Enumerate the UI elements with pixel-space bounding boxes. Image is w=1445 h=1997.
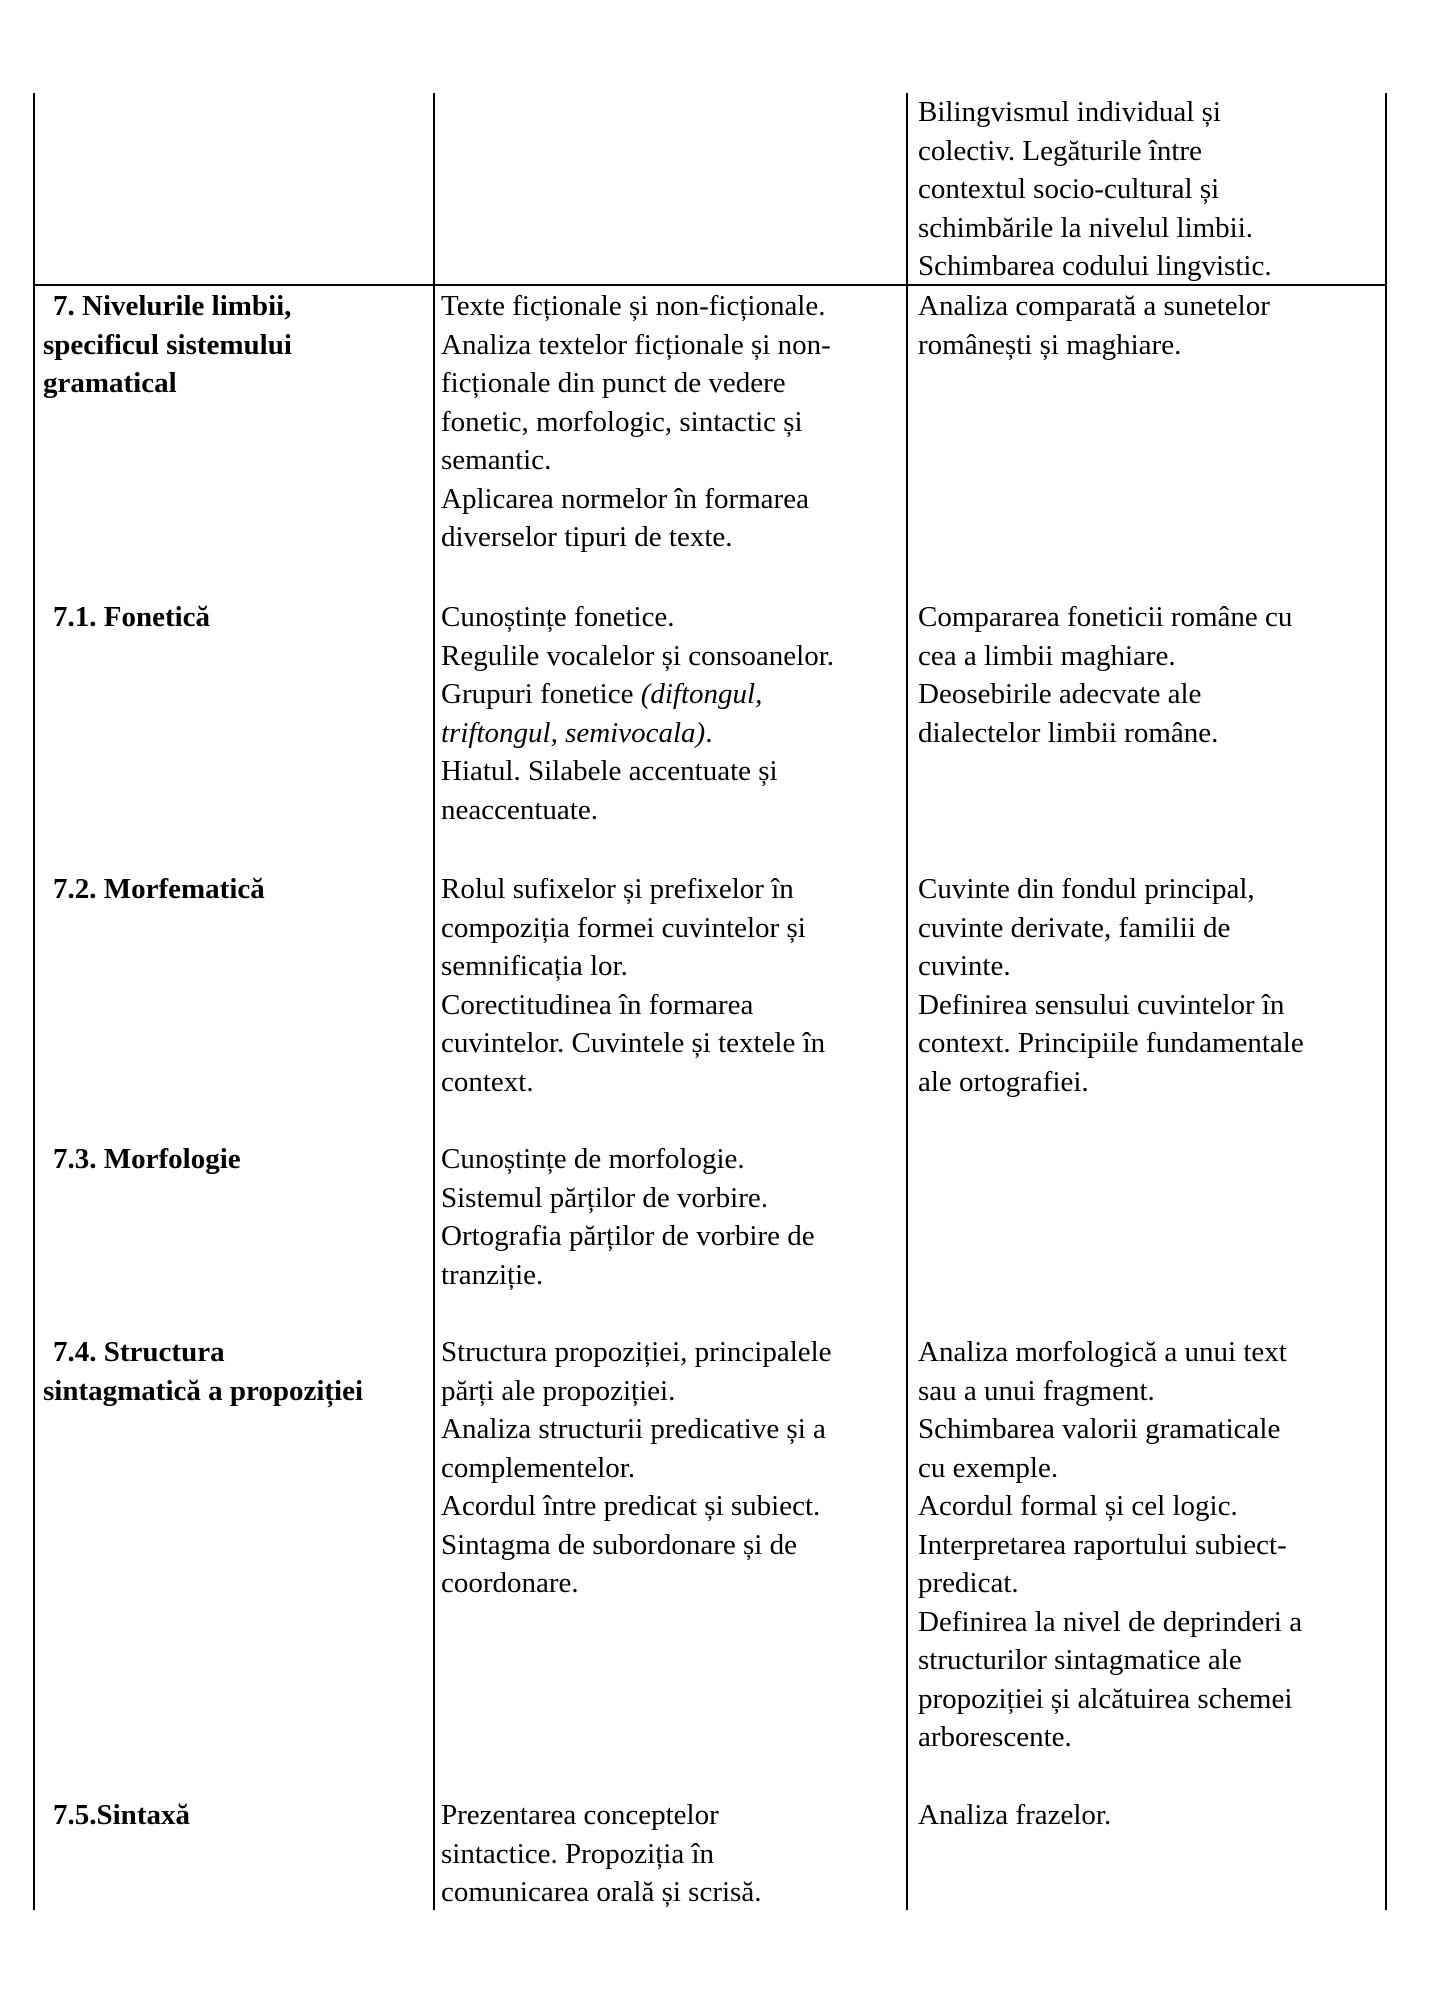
cell-line: Analiza morfologică a unui text: [918, 1336, 1287, 1368]
cell-line: complementelor.: [441, 1451, 636, 1484]
section-heading: 7.2. Morfematică: [53, 873, 265, 905]
cell-line: fonetic, morfologic, sintactic și: [441, 405, 803, 438]
cell-line: neaccentuate.: [441, 793, 598, 826]
row-7-3-col2-cell: [441, 1140, 815, 1294]
cell-line: colectiv. Legăturile între: [918, 134, 1202, 167]
cell-line: context.: [441, 1065, 534, 1098]
cell-line: semnificația lor.: [441, 950, 628, 982]
cell-line: cuvinte derivate, familii de: [918, 911, 1231, 944]
cell-line: Deosebirile adecvate ale: [918, 678, 1202, 710]
row-7-3-heading-cell: [53, 1140, 241, 1179]
cell-line: Corectitudinea în formarea: [441, 988, 754, 1021]
cell-line: dialectelor limbii române.: [918, 716, 1219, 749]
cell-line: tranziție.: [441, 1258, 544, 1291]
row-7-col2-cell: [441, 287, 831, 557]
cell-line: Bilingvismul individual și: [918, 96, 1221, 128]
cell-line: cuvintelor. Cuvintele și textele în: [441, 1027, 826, 1059]
cell-line: Structura propoziției, principalele: [441, 1336, 832, 1368]
table-divider-col2: [906, 93, 908, 1910]
cell-line: Acordul formal și cel logic.: [918, 1490, 1238, 1522]
cell-line: diverselor tipuri de texte.: [441, 521, 733, 553]
cell-line: cuvinte.: [918, 950, 1011, 982]
cell-line: Cunoștințe fonetice.: [441, 601, 675, 633]
cell-line-italic: triftongul, semivocala).: [441, 716, 713, 749]
table-border-left: [33, 93, 35, 1910]
cell-line: arborescente.: [918, 1721, 1072, 1753]
cell-line: Analiza structurii predicative și a: [441, 1413, 826, 1445]
section-heading: 7.1. Fonetică: [53, 601, 211, 633]
cell-line: Grupuri fonetice (diftongul,: [441, 678, 763, 710]
row-6-col3-cell: [918, 93, 1272, 286]
cell-line: comunicarea orală și scrisă.: [441, 1876, 762, 1908]
cell-line: Ortografia părților de vorbire de: [441, 1220, 815, 1252]
cell-line: Schimbarea valorii gramaticale: [918, 1413, 1281, 1445]
cell-line: ficționale din punct de vedere: [441, 367, 786, 399]
cell-line: contextul socio-cultural și: [918, 173, 1220, 205]
cell-line: Sintagma de subordonare și de: [441, 1528, 797, 1561]
cell-line: Schimbarea codului lingvistic.: [918, 250, 1272, 282]
cell-line: Analiza textelor ficționale și non-: [441, 328, 831, 361]
cell-line: Cuvinte din fondul principal,: [918, 873, 1255, 905]
section-heading: 7. Nivelurile limbii,: [53, 290, 292, 322]
cell-line: Compararea foneticii române cu: [918, 601, 1293, 633]
row-7-1-col2-cell: [441, 598, 834, 829]
section-heading: 7.5.Sintaxă: [53, 1799, 190, 1831]
cell-line: Analiza comparată a sunetelor: [918, 290, 1270, 322]
cell-line: schimbările la nivelul limbii.: [918, 211, 1254, 244]
cell-line: Acordul între predicat și subiect.: [441, 1490, 821, 1522]
cell-line: propoziției și alcătuirea schemei: [918, 1682, 1293, 1715]
row-7-2-heading-cell: [53, 870, 265, 909]
cell-line: părți ale propoziției.: [441, 1374, 676, 1407]
row-7-4-col2-cell: [441, 1333, 832, 1603]
cell-line: sau a unui fragment.: [918, 1374, 1155, 1407]
row-7-1-heading-cell: [53, 598, 210, 637]
row-7-5-col3-cell: [918, 1796, 1111, 1835]
section-heading: gramatical: [43, 367, 177, 399]
cell-line: cu exemple.: [918, 1451, 1059, 1484]
cell-line: ale ortografiei.: [918, 1065, 1089, 1098]
row-7-5-col2-cell: [441, 1796, 761, 1912]
row-7-1-col3-cell: [918, 598, 1292, 752]
row-7-heading-cell: [43, 287, 292, 403]
cell-line: Hiatul. Silabele accentuate și: [441, 755, 778, 787]
row-7-4-col3-cell: [918, 1333, 1302, 1757]
row-7-4-heading-cell: [43, 1333, 363, 1410]
cell-line: semantic.: [441, 444, 552, 476]
cell-line: Interpretarea raportului subiect-: [918, 1528, 1287, 1561]
cell-line: compoziția formei cuvintelor și: [441, 911, 806, 944]
cell-line: Analiza frazelor.: [918, 1799, 1112, 1831]
table-border-right: [1385, 93, 1387, 1910]
cell-line: Definirea sensului cuvintelor în: [918, 988, 1285, 1021]
cell-line: Prezentarea conceptelor: [441, 1799, 719, 1831]
cell-line: cea a limbii maghiare.: [918, 639, 1176, 672]
cell-line: predicat.: [918, 1567, 1019, 1599]
cell-line: Regulile vocalelor și consoanelor.: [441, 639, 835, 672]
cell-line: context. Principiile fundamentale: [918, 1027, 1304, 1059]
row-7-2-col3-cell: [918, 870, 1304, 1101]
section-heading: sintagmatică a propoziției: [43, 1374, 364, 1407]
section-heading: specificul sistemului: [43, 328, 292, 361]
row-7-5-heading-cell: [53, 1796, 190, 1835]
cell-line: Rolul sufixelor și prefixelor în: [441, 873, 794, 905]
cell-line: românești și maghiare.: [918, 328, 1182, 361]
cell-line: Sistemul părților de vorbire.: [441, 1181, 768, 1214]
cell-line: structurilor sintagmatice ale: [918, 1644, 1242, 1676]
cell-line: Definirea la nivel de deprinderi a: [918, 1605, 1303, 1638]
cell-line: Aplicarea normelor în formarea: [441, 482, 809, 515]
table-divider-col1: [433, 93, 435, 1910]
row-7-col3-cell: [918, 287, 1270, 364]
cell-line: Cunoștințe de morfologie.: [441, 1143, 745, 1175]
row-7-2-col2-cell: [441, 870, 825, 1101]
cell-line: sintactice. Propoziția în: [441, 1837, 715, 1870]
section-heading: 7.4. Structura: [53, 1336, 225, 1368]
section-heading: 7.3. Morfologie: [53, 1143, 241, 1175]
cell-line: Texte ficționale și non-ficționale.: [441, 290, 826, 322]
cell-line: coordonare.: [441, 1567, 579, 1599]
